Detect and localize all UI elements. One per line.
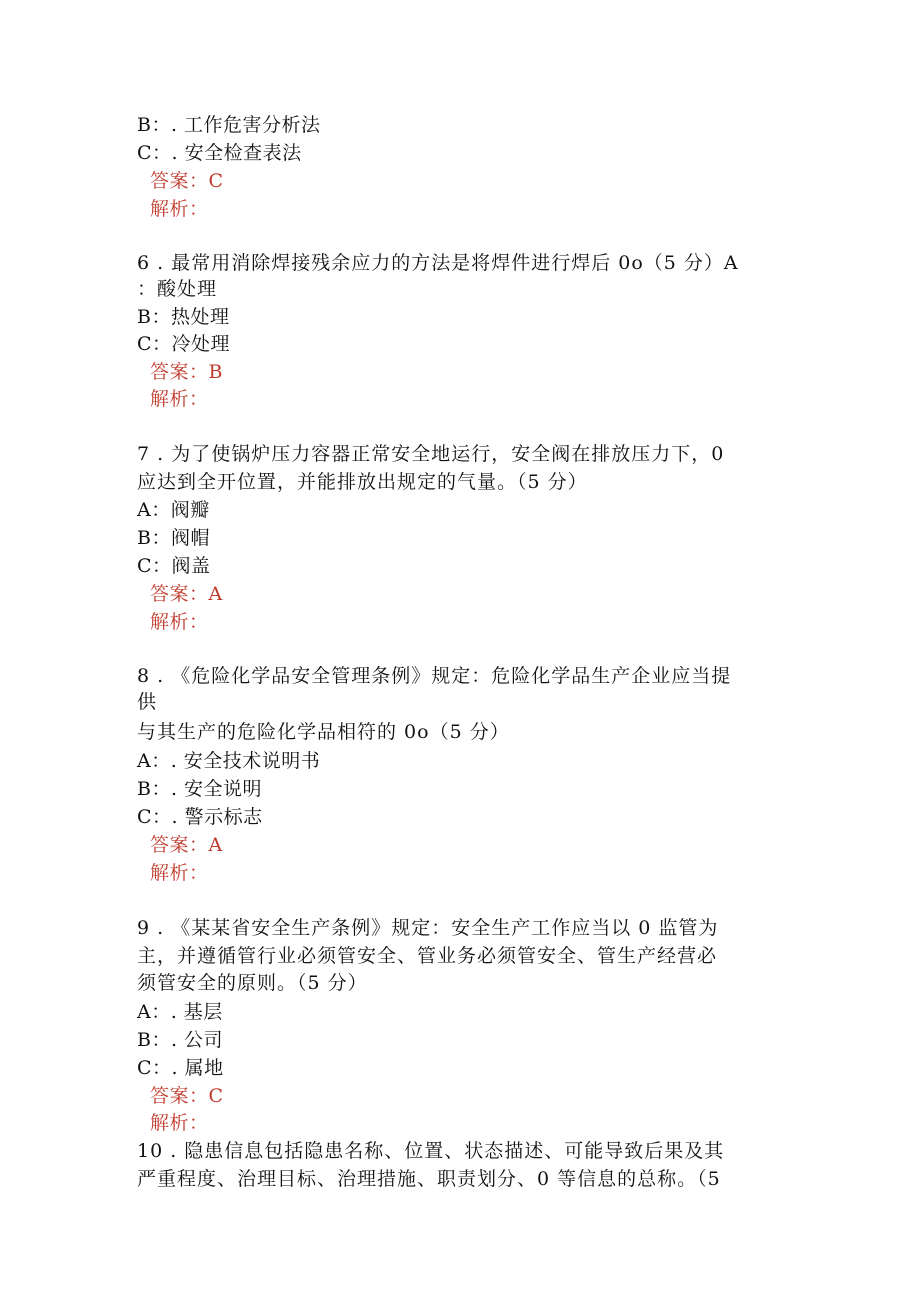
option-line: C：冷处理 <box>137 333 231 355</box>
question-line: 供 <box>137 691 158 713</box>
question-line: ：酸处理 <box>137 278 218 300</box>
analysis-line: 解析： <box>150 388 209 410</box>
answer-line: 答案：A <box>150 583 223 605</box>
option-line: C：. 属地 <box>137 1057 224 1079</box>
option-line: C：. 安全检查表法 <box>137 142 302 164</box>
option-line: B：阀帽 <box>137 527 210 549</box>
question-line: 应达到全开位置，并能排放出规定的气量。（5 分） <box>137 471 588 493</box>
answer-line: 答案：C <box>150 170 224 192</box>
option-line: A：阀瓣 <box>137 499 210 521</box>
analysis-line: 解析： <box>150 611 209 633</box>
question-line: 7 . 为了使锅炉压力容器正常安全地运行，安全阀在排放压力下，0 <box>137 443 725 465</box>
option-line: A：. 安全技术说明书 <box>137 750 321 772</box>
question-line: 10 . 隐患信息包括隐患名称、位置、状态描述、可能导致后果及其 <box>137 1140 725 1162</box>
question-line: 9 . 《某某省安全生产条例》规定：安全生产工作应当以 0 监管为 <box>137 917 719 939</box>
analysis-line: 解析： <box>150 1112 209 1134</box>
option-line: C：阀盖 <box>137 555 211 577</box>
question-line: 与其生产的危险化学品相符的 0o（5 分） <box>137 721 510 743</box>
analysis-line: 解析： <box>150 198 209 220</box>
question-line: 须管安全的原则。（5 分） <box>137 972 368 994</box>
answer-line: 答案：A <box>150 834 223 856</box>
option-line: B：. 安全说明 <box>137 778 263 800</box>
option-line: B：. 工作危害分析法 <box>137 114 321 136</box>
question-line: 主，并遵循管行业必须管安全、管业务必须管安全、管生产经营必 <box>137 945 718 967</box>
answer-line: 答案：C <box>150 1085 224 1107</box>
answer-line: 答案：B <box>150 361 223 383</box>
analysis-line: 解析： <box>150 862 209 884</box>
question-line: 6 . 最常用消除焊接残余应力的方法是将焊件进行焊后 0o（5 分）A <box>137 252 739 274</box>
question-line: 8 . 《危险化学品安全管理条例》规定：危险化学品生产企业应当提 <box>137 665 732 687</box>
question-line: 严重程度、治理目标、治理措施、职责划分、0 等信息的总称。（5 <box>137 1168 721 1190</box>
option-line: A：. 基层 <box>137 1001 223 1023</box>
option-line: B：热处理 <box>137 306 230 328</box>
option-line: B：. 公司 <box>137 1029 224 1051</box>
option-line: C：. 警示标志 <box>137 806 263 828</box>
